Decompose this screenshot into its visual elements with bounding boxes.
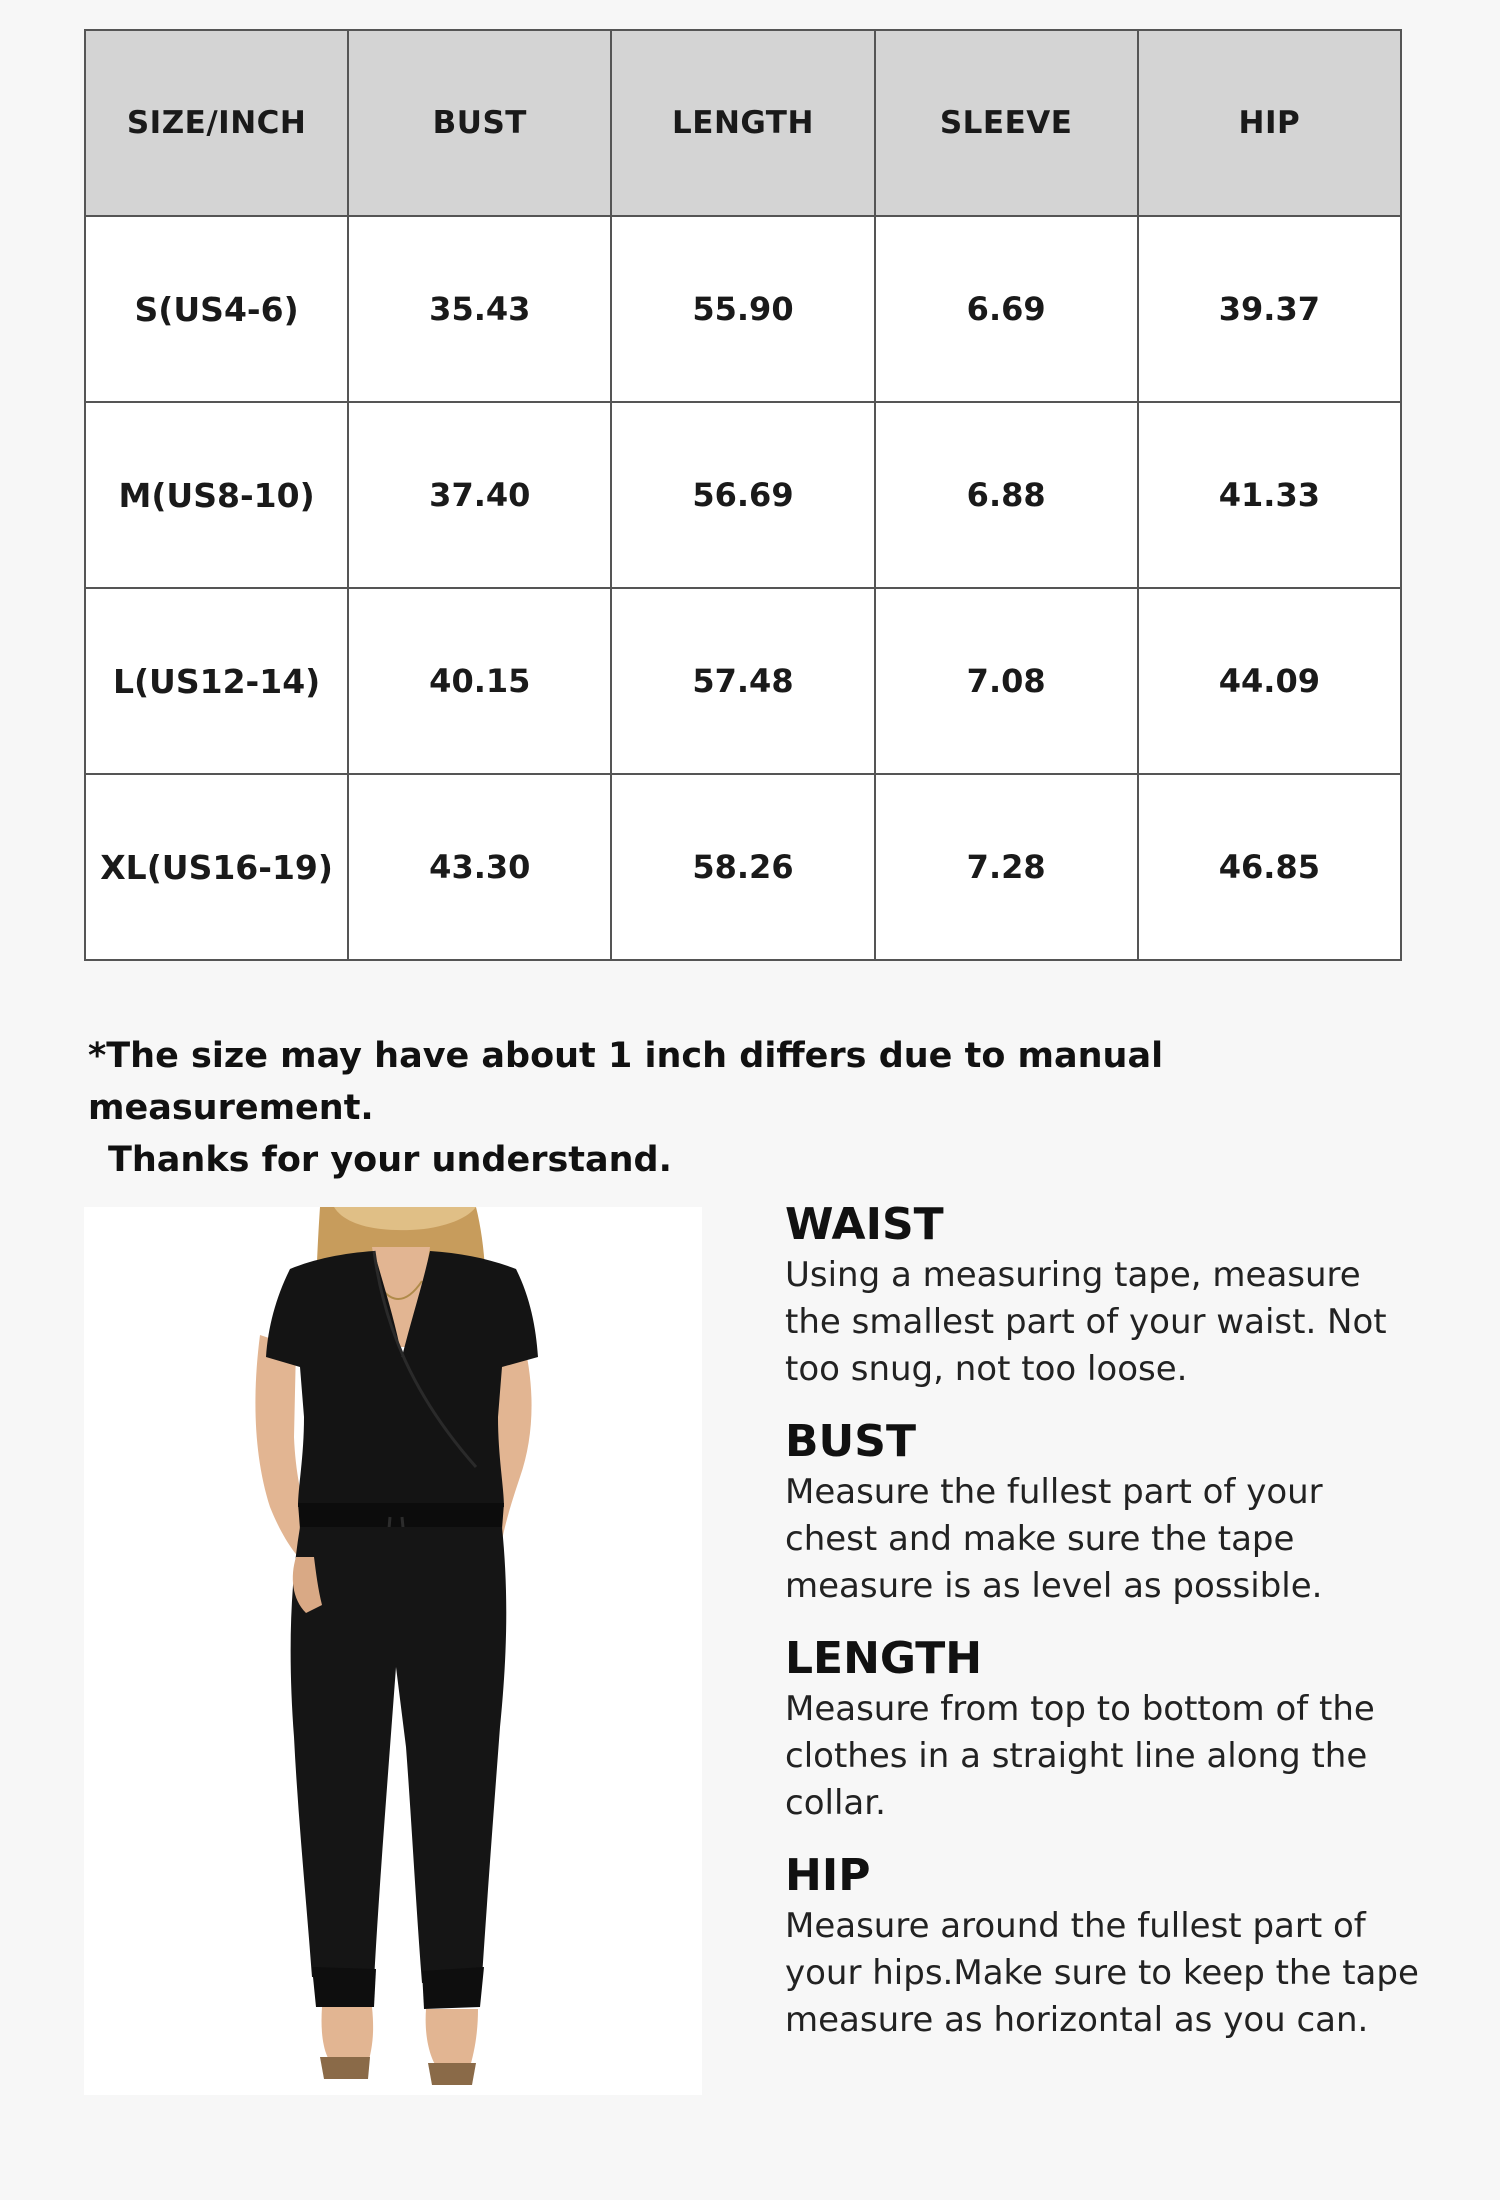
size-cell: M(US8-10) <box>85 402 348 588</box>
guide-heading: WAIST <box>785 1199 944 1250</box>
bust-cell: 40.15 <box>348 588 611 774</box>
header-hip: HIP <box>1138 30 1401 216</box>
guide-heading: LENGTH <box>785 1633 983 1684</box>
jumpsuit-model-illustration <box>84 1207 702 2095</box>
length-cell: 57.48 <box>611 588 874 774</box>
hip-cell: 44.09 <box>1138 588 1401 774</box>
bust-cell: 43.30 <box>348 774 611 960</box>
model-photo <box>84 1207 702 2095</box>
sleeve-cell: 7.28 <box>875 774 1138 960</box>
hip-cell: 41.33 <box>1138 402 1401 588</box>
table-row <box>85 774 1401 960</box>
header-bust: BUST <box>348 30 611 216</box>
guide-text: Measure around the fullest part of your hips.Make sure to keep the tape measure as horizontal as you can. <box>785 1906 1419 2040</box>
measurement-note <box>88 1030 1428 1186</box>
hip-cell: 39.37 <box>1138 216 1401 402</box>
bust-cell: 35.43 <box>348 216 611 402</box>
guide-section-length <box>785 1632 1425 1827</box>
sleeve-cell: 6.69 <box>875 216 1138 402</box>
sleeve-cell: 6.88 <box>875 402 1138 588</box>
length-cell: 56.69 <box>611 402 874 588</box>
size-cell: S(US4-6) <box>85 216 348 402</box>
header-size: SIZE/INCH <box>85 30 348 216</box>
guide-text: Measure the fullest part of your chest and make sure the tape measure is as level as possible. <box>785 1472 1323 1606</box>
table-header-row <box>85 30 1401 216</box>
table-row <box>85 588 1401 774</box>
header-length: LENGTH <box>611 30 874 216</box>
sleeve-cell: 7.08 <box>875 588 1138 774</box>
guide-heading: HIP <box>785 1850 871 1901</box>
size-cell: L(US12-14) <box>85 588 348 774</box>
length-cell: 58.26 <box>611 774 874 960</box>
guide-section-waist <box>785 1198 1425 1393</box>
guide-section-bust <box>785 1415 1425 1610</box>
measurement-guide <box>785 1198 1425 2066</box>
guide-heading: BUST <box>785 1416 916 1467</box>
note-line-1: *The size may have about 1 inch differs due to manual measurement. <box>88 1036 1164 1128</box>
bust-cell: 37.40 <box>348 402 611 588</box>
guide-section-hip <box>785 1849 1425 2044</box>
size-cell: XL(US16-19) <box>85 774 348 960</box>
guide-text: Using a measuring tape, measure the smallest part of your waist. Not too snug, not too loose. <box>785 1255 1387 1389</box>
table-row <box>85 402 1401 588</box>
table-row <box>85 216 1401 402</box>
size-chart-table <box>84 29 1402 961</box>
note-line-2: Thanks for your understand. <box>108 1140 672 1180</box>
length-cell: 55.90 <box>611 216 874 402</box>
guide-text: Measure from top to bottom of the clothes in a straight line along the collar. <box>785 1689 1375 1823</box>
header-sleeve: SLEEVE <box>875 30 1138 216</box>
hip-cell: 46.85 <box>1138 774 1401 960</box>
